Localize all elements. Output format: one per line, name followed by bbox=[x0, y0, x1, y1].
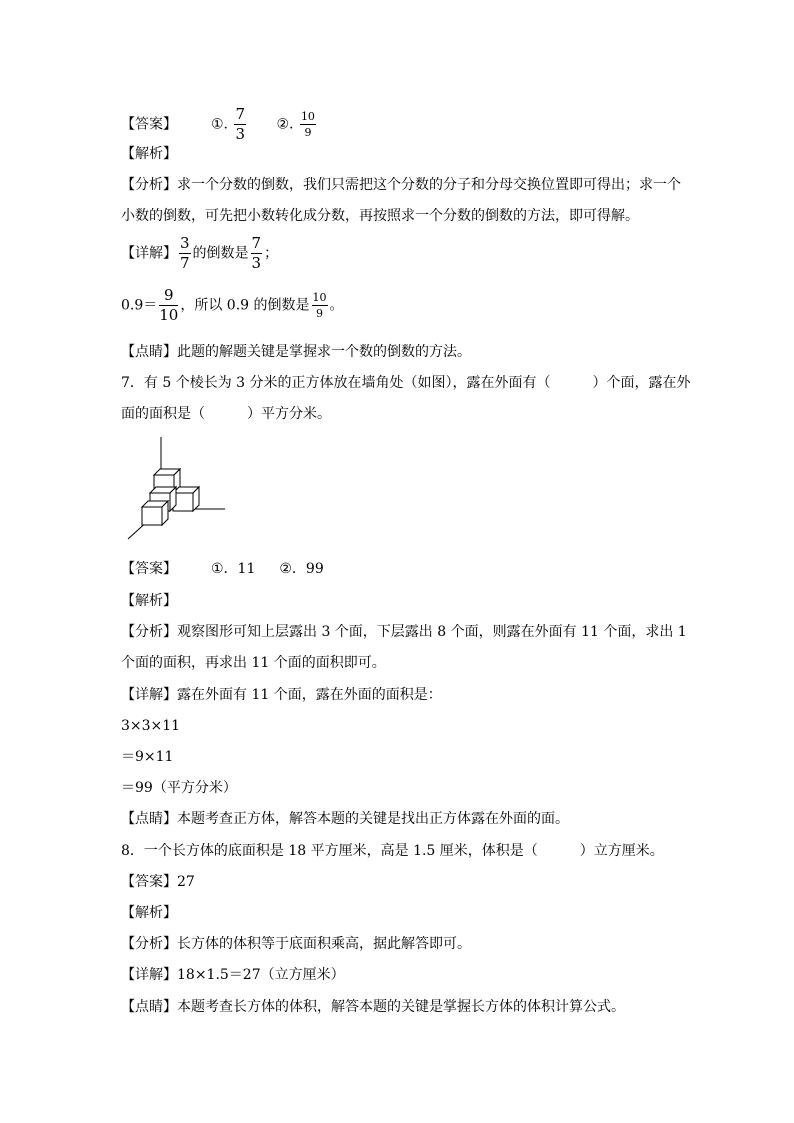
comment-label: 【点睛】 bbox=[121, 811, 177, 827]
q7-calc-line1: 3×3×11 bbox=[121, 718, 181, 734]
detail-result-fraction: $\frac{7}{3}$ bbox=[251, 234, 262, 272]
q7-analysis-label: 【解析】 bbox=[121, 593, 177, 609]
q7-question-line1: 7．有 5 个棱长为 3 分米的正方体放在墙角处（如图），露在外面有（ ）个面，露在外 bbox=[121, 375, 691, 391]
q8-analysis-label: 【解析】 bbox=[121, 905, 177, 921]
fenxi-label: 【分析】 bbox=[121, 936, 177, 952]
detail-fraction: $\frac{3}{7}$ bbox=[180, 234, 190, 272]
answer-label: 【答案】 bbox=[121, 116, 177, 133]
q7-detail-line: 【详解】露在外面有 11 个面，露在外面的面积是： bbox=[121, 687, 442, 703]
detail-label: 【详解】 bbox=[121, 967, 177, 983]
line2-result-fraction: $\frac{10}{9}$ bbox=[312, 291, 327, 320]
q6-detail-line: 【详解】 $\frac{3}{7}$ 的倒数是 $\frac{7}{3}$ ； bbox=[121, 234, 279, 272]
answer-1-marker: ①. bbox=[211, 116, 229, 133]
q7-comment-line: 【点睛】本题考查正方体，解答本题的关键是找出正方体露在外面的面。 bbox=[121, 811, 569, 827]
detail-label: 【详解】 bbox=[121, 245, 177, 262]
q6-analysis-label: 【解析】 bbox=[121, 146, 177, 162]
answer-2: ②．99 bbox=[279, 561, 324, 577]
q6-detail-line2: 0.9＝ $\frac{9}{10}$ ，所以 0.9 的倒数是 $\frac{10}{9}$ 。 bbox=[121, 286, 344, 324]
q8-question-line: 8．一个长方体的底面积是 18 平方厘米，高是 1.5 厘米，体积是（ ）立方厘米。 bbox=[121, 843, 664, 859]
q7-fenxi-line1: 【分析】观察图形可知上层露出 3 个面，下层露出 8 个面，则露在外面有 11 个面，求出 1 bbox=[121, 624, 687, 640]
answer-value: 27 bbox=[177, 874, 195, 890]
q7-question-line2: 面的面积是（ ）平方分米。 bbox=[121, 406, 331, 422]
q7-answer-line bbox=[121, 560, 324, 578]
q7-calc-line2: ＝9×11 bbox=[121, 749, 174, 765]
answer-1: ①．11 bbox=[211, 561, 256, 577]
answer-label: 【答案】 bbox=[121, 874, 177, 890]
q7-calc-line3: ＝99（平方分米） bbox=[121, 780, 237, 796]
q8-comment-line: 【点睛】本题考查长方体的体积，解答本题的关键是掌握长方体的体积计算公式。 bbox=[121, 999, 625, 1015]
comment-label: 【点睛】 bbox=[121, 344, 177, 360]
cube-right bbox=[173, 487, 199, 511]
answer-label: 【答案】 bbox=[121, 561, 177, 577]
fenxi-label: 【分析】 bbox=[121, 624, 177, 640]
cubes-corner-figure bbox=[126, 437, 230, 543]
q8-fenxi-line: 【分析】长方体的体积等于底面积乘高，据此解答即可。 bbox=[121, 936, 471, 952]
q6-comment-line: 【点睛】此题的解题关键是掌握求一个数的倒数的方法。 bbox=[121, 344, 471, 360]
q8-detail-line: 【详解】18×1.5＝27（立方厘米） bbox=[121, 967, 345, 983]
q7-fenxi-line2: 个面的面积，再求出 11 个面的面积即可。 bbox=[121, 655, 386, 671]
q8-answer-line bbox=[121, 873, 195, 891]
q6-fenxi-line2: 小数的倒数，可先把小数转化成分数，再按照求一个分数的倒数的方法，即可得解。 bbox=[121, 208, 639, 224]
q6-fenxi-line1: 【分析】求一个分数的倒数，我们只需把这个分数的分子和分母交换位置即可得出；求一个 bbox=[121, 177, 681, 193]
answer-2-fraction: $\frac{10}{9}$ bbox=[300, 110, 315, 139]
detail-label: 【详解】 bbox=[121, 687, 177, 703]
fenxi-label: 【分析】 bbox=[121, 177, 177, 193]
line2-fraction: $\frac{9}{10}$ bbox=[159, 286, 179, 324]
cube-front bbox=[142, 501, 168, 525]
answer-2-marker: ②. bbox=[276, 116, 294, 133]
answer-1-fraction: $\frac{7}{3}$ bbox=[235, 105, 246, 143]
q6-answer-line bbox=[121, 107, 318, 142]
comment-label: 【点睛】 bbox=[121, 999, 177, 1015]
